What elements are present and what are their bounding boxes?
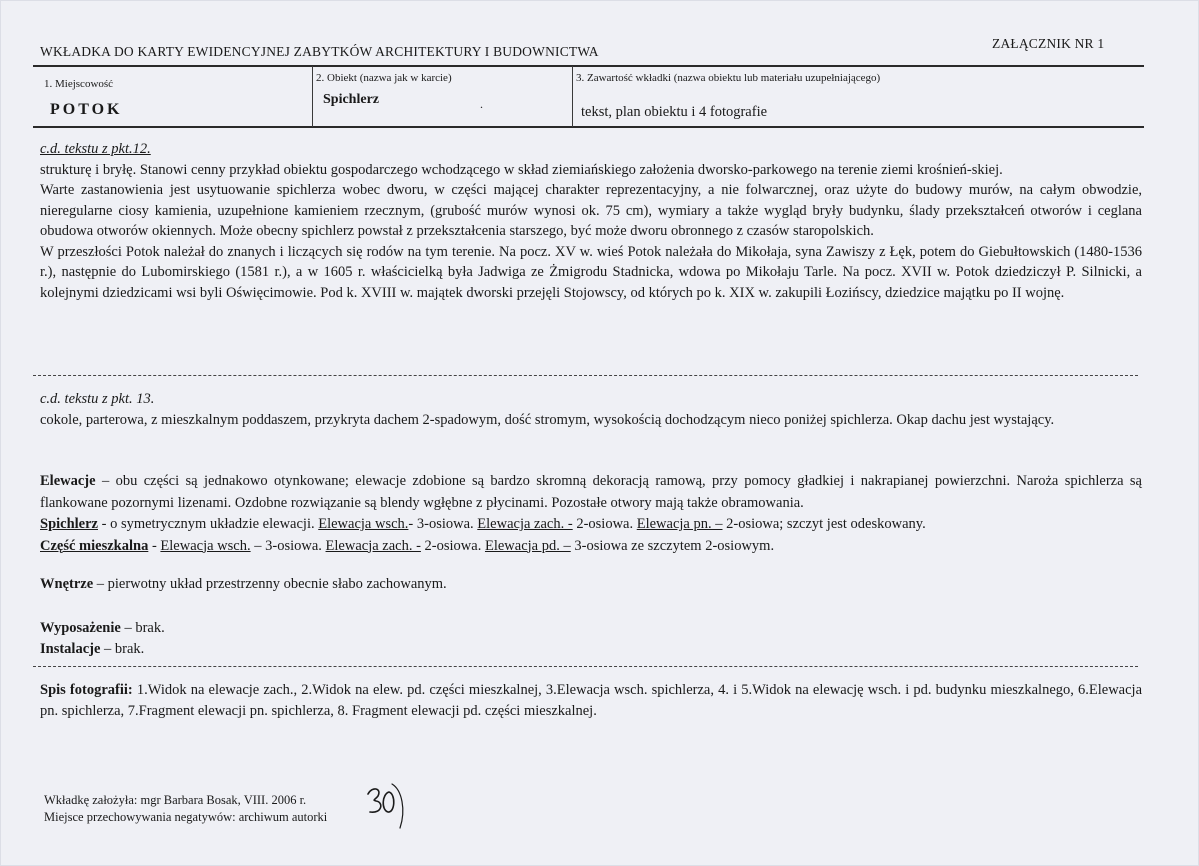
spichlerz-elev-east: Elewacja wsch.	[318, 516, 409, 532]
wyposazenie-label: Wyposażenie	[40, 620, 121, 636]
photo-list-label: Spis fotografii:	[40, 682, 133, 698]
living-text-2: – 3-osiowa.	[250, 537, 326, 554]
table-top-rule	[33, 65, 1144, 67]
handwritten-signature	[362, 780, 408, 832]
section-12	[40, 139, 1142, 303]
stray-mark: .	[480, 97, 483, 111]
elevations-block	[40, 471, 1142, 557]
living-elev-east: Elewacja wsch.	[160, 537, 251, 554]
spichlerz-text-2: - 3-osiowa.	[408, 516, 478, 532]
photo-list	[40, 680, 1142, 721]
spichlerz-text-4: 2-osiowa; szczyt jest odeskowany.	[722, 516, 926, 532]
cell-2-value: Spichlerz	[323, 92, 379, 107]
photo-list-text: 1.Widok na elewacje zach., 2.Widok na elew. pd. części mieszkalnej, 3.Elewacja wsch. spichlerza, 4. i 5.Widok na elewację wsch. i pd. budynku mieszkalnego, 6.Elewacja pn. spichlerza, 7.Fragment elewacji pn. spichlerza, 8. Fragment elewacji pd. części mieszkalnej.	[40, 682, 1143, 719]
section-12-para-2: Warte zastanowienia jest usytuowanie spichlerza wobec dworu, w części mającej charakter reprezentacyjny, a nie folwarcznej, oraz użyte do budowy murów, na całym obwodzie, nieregularne ciosy kamienia, uzupełnione kamieniem rzecznym, (grubość murów wynosi ok. 75 cm), wymiary a także wygląd bryły budynku, ślady przekształceń otworów i ceglana obudowa otworów okiennych. Może obecny spichlerz powstał z przekształcenia starszego, być może dworu obronnego z czasów staropolskich.	[40, 182, 1142, 239]
wyposazenie-text: – brak.	[120, 620, 165, 636]
footer-storage: Miejsce przechowywania negatywów: archiwum autorki	[44, 810, 328, 824]
cell-2-label: 2. Obiekt (nazwa jak w karcie)	[316, 72, 452, 84]
elewacje-text: – obu części są jednakowo otynkowane; elewacje zdobione są bardzo skromną dekoracją ramową, przy pomocy gładkiej i nakrapianej powierzchni. Naroża spichlerza są flankowane pozornymi lizenami. Ozdobne rozwiązanie są blendy wgłębne z płycinami. Pozostałe otwory mają także obramowania.	[40, 473, 1142, 511]
cell-3-label: 3. Zawartość wkładki (nazwa obiektu lub materiału uzupełniającego)	[576, 72, 881, 84]
section-12-para-3: W przeszłości Potok należał do znanych i liczących się rodów na tym terenie. Na pocz. XV w. wieś Potok należała do Mikołaja, syna Zawiszy z Łęk, potem do Giebułtowskich (1480-1536 r.), następnie do Lubomirskiego (1581 r.), a w 1605 r. właścicielką była Jadwiga ze Żmigrodu Stadnicka, wdowa po Mikołaju Tarle. Na pocz. XVII w. Potok dziedziczył P. Silnicki, a kolejnymi dziedzicami wsi byli Oświęcimowie. Pod k. XVIII w. majątek dworski przejęli Stojowscy, od których po k. XIX w. zakupili Łozińscy, dziedzice majątku po II wojnę.	[40, 243, 1142, 301]
cell-1-value: POTOK	[50, 101, 123, 118]
section-13-heading: c.d. tekstu z pkt. 13.	[40, 391, 155, 407]
footer-author: Wkładkę założyła: mgr Barbara Bosak, VIII. 2006 r.	[44, 793, 307, 807]
living-text-1: -	[148, 537, 161, 554]
dashed-divider-1	[33, 375, 1138, 376]
living-elev-west: Elewacja zach. -	[325, 537, 421, 554]
equipment-block	[40, 618, 1142, 659]
interior-block	[40, 574, 1142, 595]
spichlerz-elev-north: Elewacja pn. –	[636, 516, 723, 532]
section-13	[40, 389, 1142, 430]
annex-label: ZAŁĄCZNIK NR 1	[992, 36, 1105, 51]
wnetrze-label: Wnętrze	[40, 576, 94, 592]
section-12-para-1: strukturę i bryłę. Stanowi cenny przykład obiektu gospodarczego wchodzącego w skład ziemiańskiego założenia dworsko-parkowego na terenie ziemi krośnień-skiej.	[40, 161, 1003, 178]
table-divider-2	[572, 66, 573, 127]
table-divider-1	[312, 66, 313, 127]
form-title: WKŁADKA DO KARTY EWIDENCYJNEJ ZABYTKÓW ARCHITEKTURY I BUDOWNICTWA	[40, 44, 599, 59]
spichlerz-label: Spichlerz	[40, 516, 98, 532]
cell-1-label: 1. Miejscowość	[44, 78, 114, 90]
living-part-label: Część mieszkalna	[40, 537, 149, 554]
cell-3-value: tekst, plan obiektu i 4 fotografie	[581, 104, 768, 120]
wnetrze-text: – pierwotny układ przestrzenny obecnie słabo zachowanym.	[93, 576, 447, 592]
living-elev-south: Elewacja pd. –	[484, 537, 571, 554]
instalacje-label: Instalacje	[40, 640, 101, 657]
section-12-heading: c.d. tekstu z pkt.12.	[40, 141, 151, 157]
spichlerz-text-3: 2-osiowa.	[572, 516, 637, 532]
dashed-divider-2	[33, 666, 1138, 667]
living-text-3: 2-osiowa.	[420, 537, 485, 554]
elewacje-label: Elewacje	[40, 473, 96, 489]
instalacje-text: – brak.	[100, 640, 145, 657]
section-13-intro: cokole, parterowa, z mieszkalnym poddaszem, przykryta dachem 2-spadowym, dość stromym, wysokością dochodzącym nieco poniżej spichlerza. Okap dachu jest wystający.	[40, 411, 1055, 428]
table-bottom-rule	[33, 126, 1144, 128]
spichlerz-text-1: - o symetrycznym układzie elewacji.	[98, 516, 319, 532]
spichlerz-elev-west: Elewacja zach. -	[477, 516, 573, 532]
living-text-4: 3-osiowa ze szczytem 2-osiowym.	[570, 537, 775, 554]
